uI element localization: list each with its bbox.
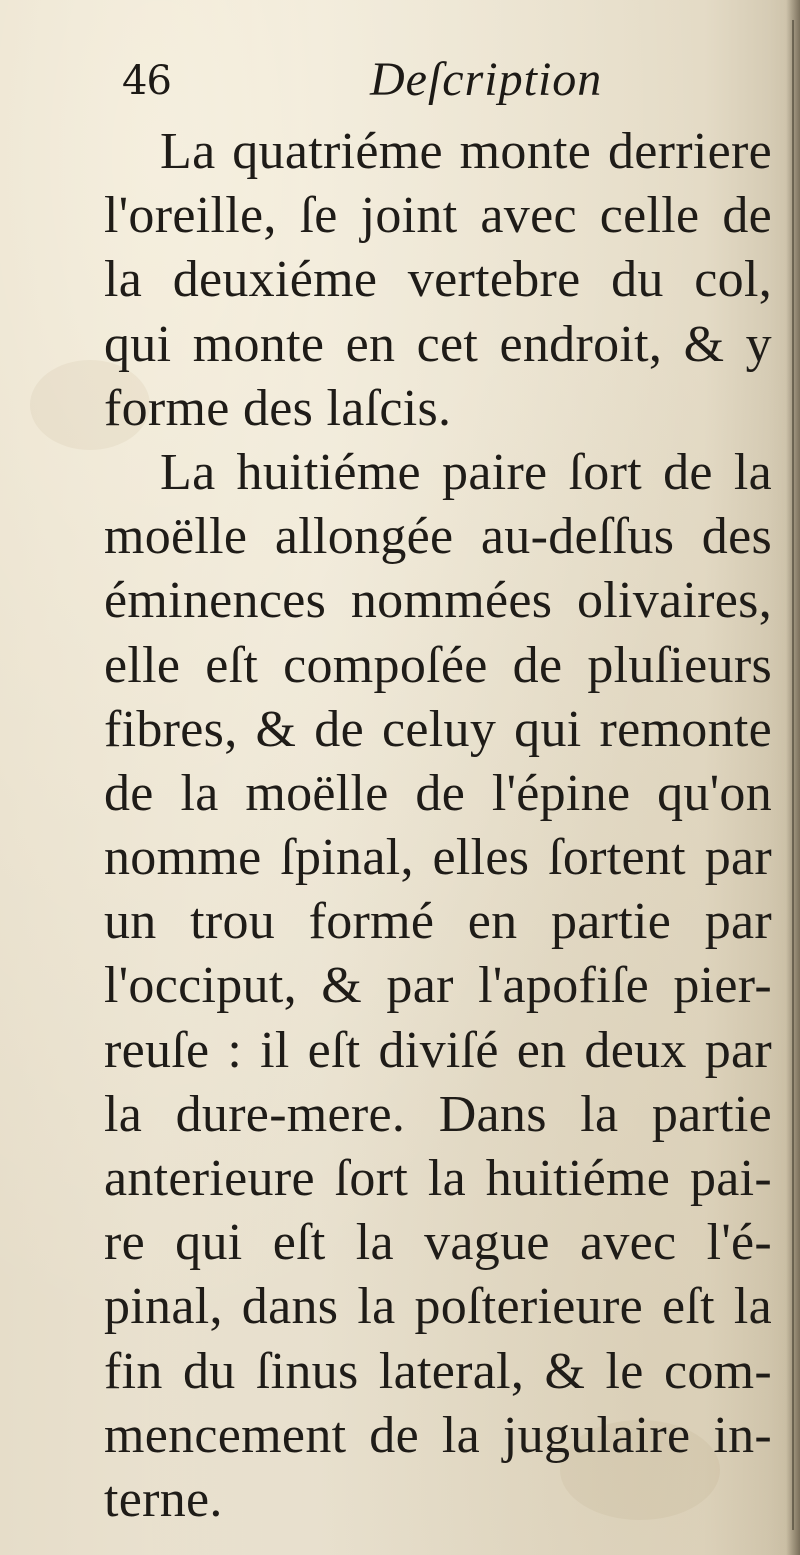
- text-line: qui monte en cet endroit, & y: [104, 315, 772, 373]
- text-line: l'occiput, & par l'apofiſe pier-: [104, 957, 772, 1015]
- text-line: nomme ſpinal, elles ſortent par: [104, 829, 772, 887]
- page-edge-line: [792, 20, 794, 1530]
- text-line: pinal, dans la poſterieure eſt la: [104, 1278, 772, 1336]
- text-line: l'oreille, ſe joint avec celle de: [104, 187, 772, 245]
- text-line: de la moëlle de l'épine qu'on: [104, 764, 772, 822]
- text-line: La huitiéme paire ſort de la: [160, 443, 772, 501]
- running-head: Deſcription: [370, 53, 603, 106]
- text-line: la dure-mere. Dans la partie: [104, 1085, 772, 1143]
- text-line: la deuxiéme vertebre du col,: [104, 251, 772, 309]
- text-line: anterieure ſort la huitiéme pai-: [104, 1150, 772, 1207]
- text-line: un trou formé en partie par: [104, 893, 772, 951]
- page-number: 46: [122, 58, 171, 104]
- body-text: [104, 120, 772, 1532]
- text-line: mencement de la jugulaire in-: [104, 1406, 772, 1464]
- text-line: re qui eſt la vague avec l'é-: [104, 1214, 772, 1272]
- text-line: terne.: [104, 1470, 223, 1528]
- text-line: fin du ſinus lateral, & le com-: [104, 1342, 772, 1400]
- text-line: forme des laſcis.: [104, 379, 452, 437]
- text-line: éminences nommées olivaires,: [104, 572, 772, 630]
- text-line: fibres, & de celuy qui remonte: [104, 700, 772, 758]
- text-line: moëlle allongée au-deſſus des: [104, 508, 772, 566]
- text-line: La quatriéme monte derriere: [160, 123, 772, 180]
- text-line: elle eſt compoſée de pluſieurs: [104, 636, 772, 694]
- page-header: [122, 52, 682, 112]
- text-line: reuſe : il eſt diviſé en deux par: [104, 1021, 772, 1079]
